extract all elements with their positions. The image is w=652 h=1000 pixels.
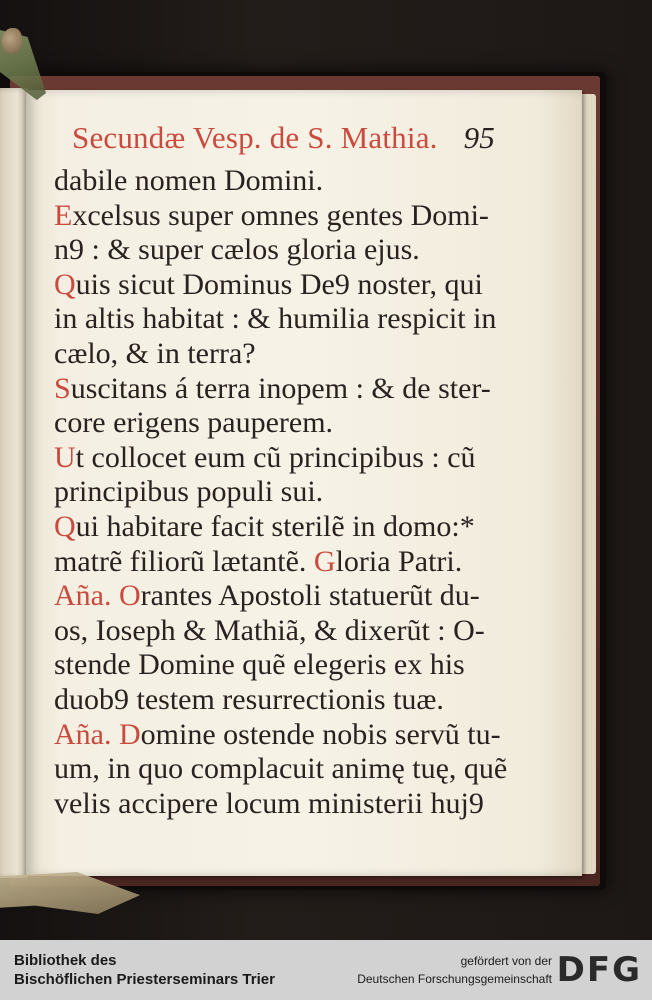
text-line (54, 510, 475, 544)
text-segment: velis accipere locum ministerii huj9 (54, 786, 484, 820)
text-segment: stende Domine quẽ elegeris ex his (54, 648, 465, 682)
text-line (54, 372, 491, 406)
text-line (54, 233, 420, 267)
text-segment: ui habitare facit sterilẽ in domo:* (75, 510, 475, 543)
text-segment: xcelsus super omnes gentes Domi- (72, 198, 489, 232)
folio-number: 95 (463, 120, 495, 155)
text-line (54, 683, 444, 717)
text-line (54, 441, 476, 475)
funding-line1: gefördert von der (460, 954, 552, 968)
text-segment: t collocet eum cũ principibus : cũ (75, 440, 476, 474)
text-line (54, 268, 483, 302)
text-segment: in altis habitat : & humilia respicit in (54, 302, 497, 336)
rubric-initial: Aña. D (54, 717, 141, 751)
rubric-initial: Aña. O (54, 579, 141, 613)
text-line (54, 718, 501, 752)
text-segment: duob9 testem resurrectionis tuæ. (54, 683, 444, 716)
text-line (54, 545, 462, 579)
running-head-title: Secundæ Vesp. de S. Mathia. (72, 120, 438, 155)
text-segment: omine ostende nobis servũ tu- (140, 717, 501, 751)
text-segment: n9 : & super cælos gloria ejus. (54, 233, 420, 267)
funding-line2: Deutschen Forschungsgemeinschaft (357, 972, 552, 986)
text-line (54, 302, 496, 336)
rubric-initial: Q (54, 267, 76, 301)
rubric-initial: E (54, 198, 73, 232)
text-line (54, 752, 507, 786)
library-name-line2: Bischöflichen Priesterseminars Trier (14, 971, 275, 988)
text-segment: uscitans á terra inopem : & de ster- (70, 371, 491, 405)
text-line (54, 475, 323, 509)
text-segment: um, in quo complacuit animę tuę, quẽ (54, 752, 508, 786)
text-segment: principibus populi sui. (54, 475, 324, 509)
text-segment: uis sicut Dominus De9 noster, qui (75, 267, 483, 301)
text-line (54, 337, 256, 371)
text-segment: rantes Apostoli statuerũt du- (140, 579, 480, 613)
text-line (54, 199, 489, 233)
text-line (54, 579, 480, 613)
text-segment: dabile nomen Domini. (54, 164, 324, 197)
library-name-line1: Bibliothek des (14, 952, 117, 969)
text-line (54, 614, 485, 648)
rubric-initial: S (54, 371, 71, 405)
rubric-initial: G (313, 544, 336, 578)
text-segment: loria Patri. (335, 544, 463, 578)
text-line (54, 406, 333, 440)
running-head (72, 120, 495, 156)
rubric-initial: U (54, 440, 76, 474)
text-segment: matrẽ filiorũ lætantẽ. (54, 544, 314, 578)
text-line (54, 648, 465, 682)
rubric-initial: Q (54, 510, 76, 543)
text-segment: cælo, & in terra? (54, 337, 256, 370)
text-segment: os, Ioseph & Mathiã, & dixerũt : O- (54, 613, 485, 647)
text-segment: core erigens pauperem. (54, 406, 334, 440)
footer-bar (0, 940, 652, 1000)
text-line (54, 787, 484, 821)
dfg-logo: DFG (556, 950, 642, 990)
text-line (54, 164, 323, 198)
